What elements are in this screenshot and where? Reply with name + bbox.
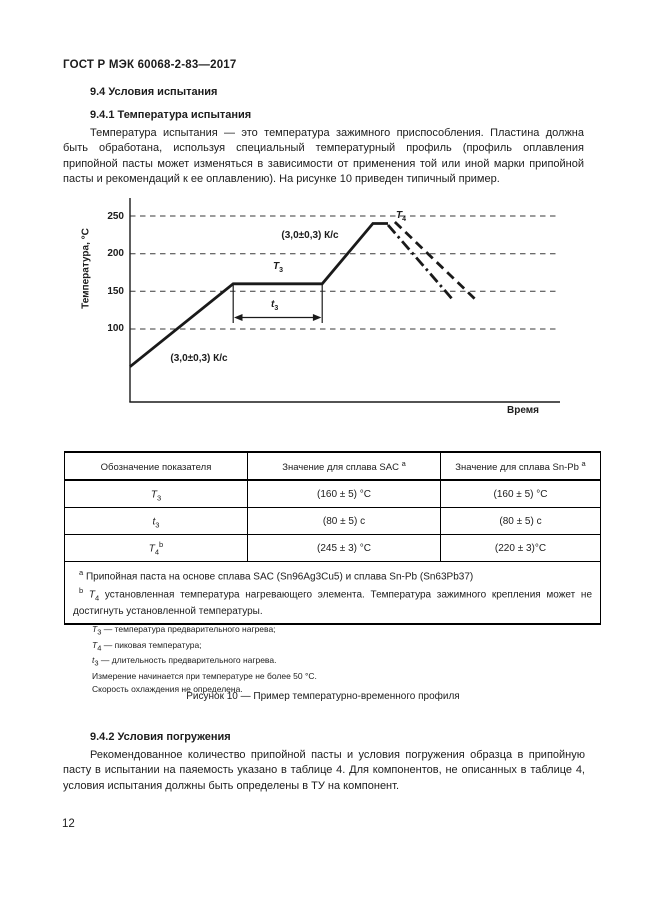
arrowhead-left	[234, 314, 243, 321]
cell-snpb-value: (80 ± 5) с	[441, 508, 601, 535]
figure-caption: Рисунок 10 — Пример температурно-временного профиля	[186, 691, 460, 702]
cell-sac-value: (245 ± 3) °С	[248, 535, 441, 562]
y-tick-250: 250	[107, 210, 124, 222]
legend-note: $T_3$ — температура предварительного нагрева;	[92, 624, 276, 637]
y-axis-label: Температура, °С	[80, 228, 92, 309]
cell-snpb-value: (160 ± 5) °С	[441, 480, 601, 508]
cell-symbol: $T_4^b$	[65, 535, 248, 562]
legend-note: $t_3$ — длительность предварительного нагрева.	[92, 655, 277, 669]
table-row	[65, 508, 601, 535]
legend-note: Измерение начинается при температуре не более 50 °С.	[92, 671, 317, 682]
paragraph-test-temperature: Температура испытания — это температура зажимного приспособления. Пластина должна быть обработана, используя специальный температурный профиль (профиль оплавления припойной пасты может изменяться в зависимости от применения той или иной марки припойной пасты и рекомендаций к ее оплавлению). На рисунке 10 приведен типичный пример.	[63, 127, 584, 186]
figure-legend-notes	[92, 623, 317, 696]
y-tick-150: 150	[107, 285, 124, 297]
table-footnote-b: $^b$ $T_4$ установленная температура нагревающего элемента. Температура зажимного крепления может не достигнуть установленной температуры.	[73, 585, 593, 617]
figure-10-table	[64, 451, 601, 625]
legend-note: Скорость охлаждения не определена.	[92, 684, 243, 695]
col-header-sac: Значение для сплава SAC $^a$	[248, 452, 441, 480]
cell-symbol: $T_3$	[65, 480, 248, 508]
table-footnotes-row	[65, 562, 601, 625]
table-row	[65, 480, 601, 508]
y-tick-100: 100	[107, 323, 124, 335]
cell-sac-value: (80 ± 5) с	[248, 508, 441, 535]
x-axis-label: Время	[507, 405, 539, 416]
table-row	[65, 535, 601, 562]
legend-note: $T_4$ — пиковая температура;	[92, 639, 202, 653]
t4-peak-label: $T_4$	[396, 210, 407, 223]
ramp-rate-label-high: (3,0±0,3) К/с	[281, 230, 339, 241]
y-tick-200: 200	[107, 248, 124, 260]
section-heading-9-4-1: 9.4.1 Температура испытания	[90, 109, 252, 121]
page-number: 12	[62, 818, 75, 830]
profile-heating-line	[130, 224, 388, 367]
table-footnotes-cell	[65, 562, 601, 625]
table-header-row	[65, 452, 601, 480]
table-footnote-a: $^a$ Припойная паста на основе сплава SAC (Sn96Ag3Cu5) и сплава Sn-Pb (Sn63Pb37)	[79, 568, 474, 583]
figure-10-chart	[60, 195, 590, 432]
col-header-snpb: Значение для сплава Sn-Pb $^a$	[441, 452, 601, 480]
section-heading-9-4: 9.4 Условия испытания	[90, 86, 218, 98]
paragraph-immersion-conditions: Рекомендованное количество припойной пасты и условия погружения образца в припойную пасту в испытании на паяемость указано в таблице 4. Для компонентов, не описанных в таблице 4, условия испытания должны быть определены в ТУ на компонент.	[63, 749, 585, 792]
col-header-designation: Обозначение показателя	[65, 452, 248, 480]
t3-temperature-label: $T_3$	[273, 261, 284, 274]
ramp-rate-label-low: (3,0±0,3) К/с	[170, 353, 228, 364]
cell-symbol: $t_3$	[65, 508, 248, 535]
t3-duration-label: $t_3$	[271, 299, 279, 312]
document-header: ГОСТ Р МЭК 60068-2-83—2017	[63, 59, 237, 71]
cooling-dashdot-line	[388, 225, 452, 299]
section-heading-9-4-2: 9.4.2 Условия погружения	[90, 731, 231, 743]
arrowhead-right	[313, 314, 322, 321]
cooling-dashed-line	[395, 222, 475, 299]
cell-snpb-value: (220 ± 3)°С	[441, 535, 601, 562]
cell-sac-value: (160 ± 5) °С	[248, 480, 441, 508]
